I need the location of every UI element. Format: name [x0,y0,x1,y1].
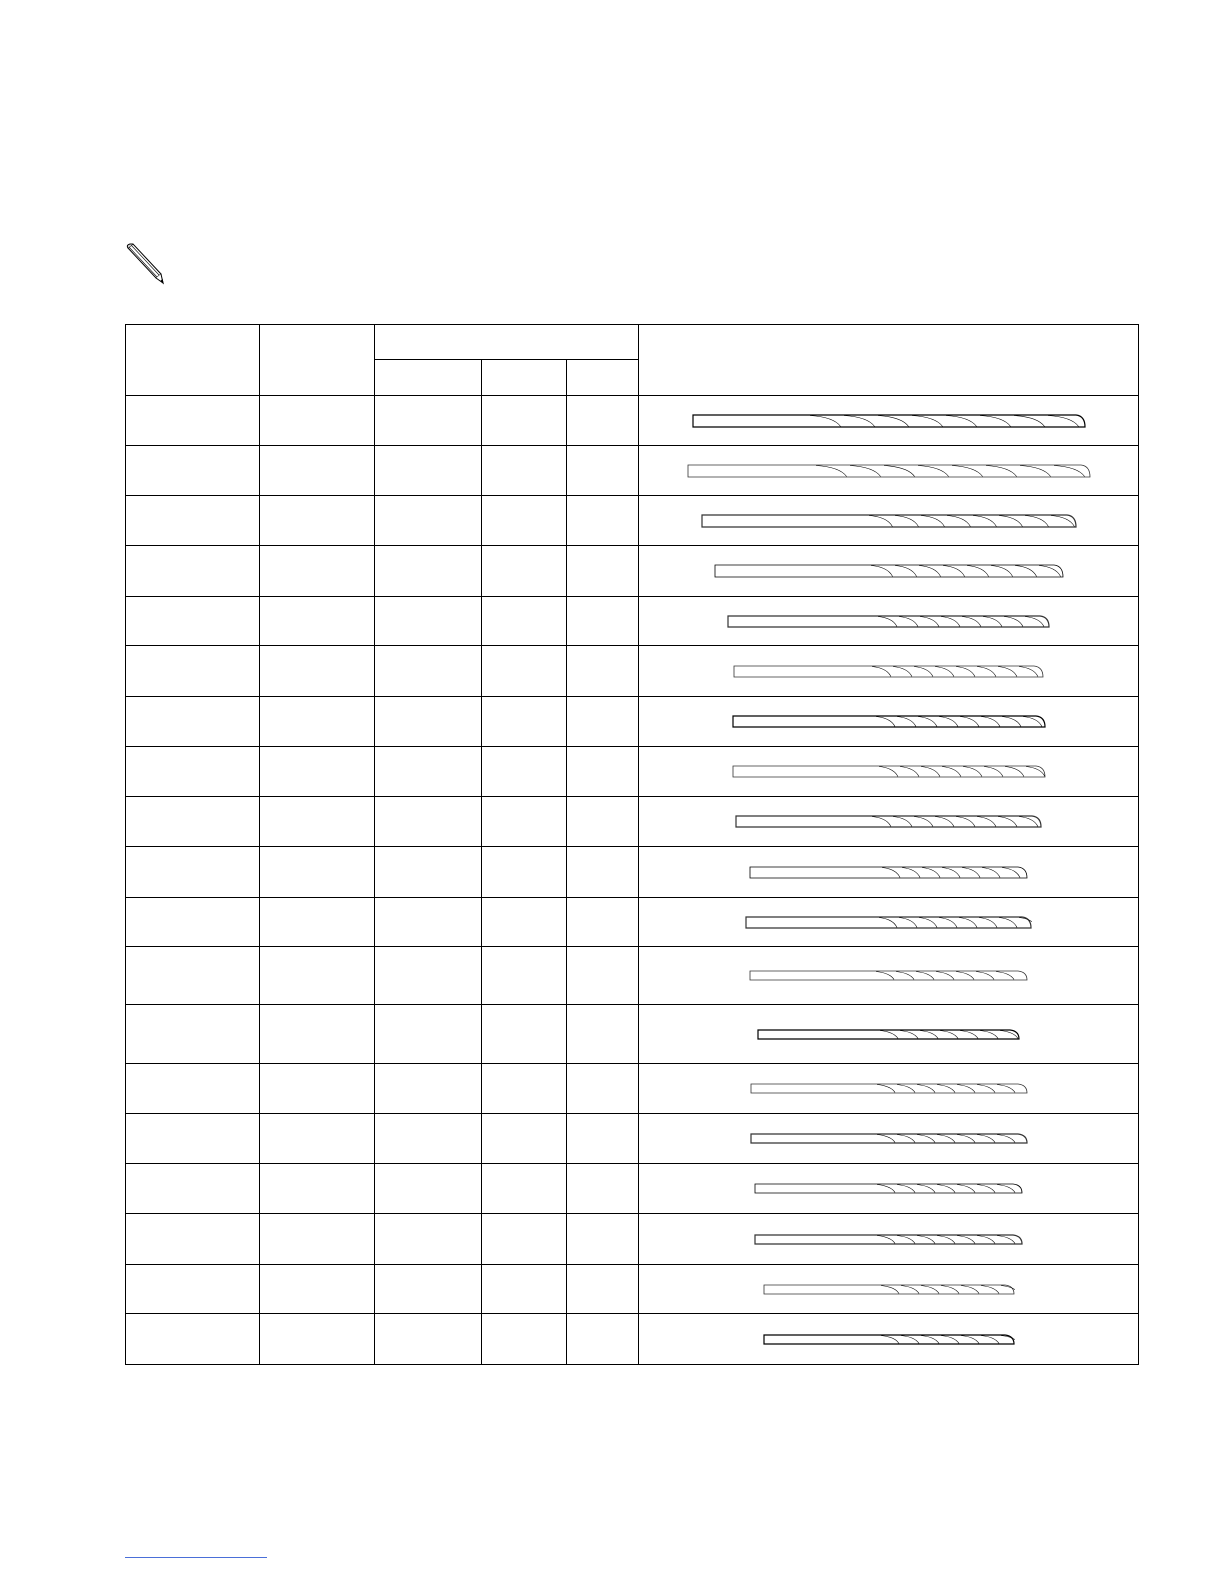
drill-bit-illustration-cell [639,396,1139,446]
subheader-cell [567,360,639,396]
table-cell [260,446,375,496]
header-cell [639,325,1139,396]
table-cell [126,697,260,747]
drill-bit-icon [701,514,1077,528]
table-row [126,496,1139,546]
drill-bit-illustration-cell [639,446,1139,496]
drill-bit-icon [732,765,1046,778]
table-cell [260,947,375,1005]
drill-bit-illustration-cell [639,797,1139,847]
drill-bit-icon [735,815,1042,828]
table-cell [482,1214,567,1265]
drill-bit-illustration-cell [639,1114,1139,1164]
drill-bit-icon [757,1029,1020,1040]
table-cell [260,1214,375,1265]
table-cell [260,898,375,947]
table-cell [375,747,482,797]
table-cell [375,1005,482,1064]
table-cell [482,446,567,496]
drill-bit-icon [763,1284,1015,1295]
table-cell [260,1064,375,1114]
table-cell [260,1114,375,1164]
drill-bit-illustration-cell [639,1064,1139,1114]
table-cell [567,747,639,797]
drill-bit-icon [763,1334,1015,1345]
table-cell [482,1064,567,1114]
drill-bit-icon [692,414,1086,428]
table-cell [375,898,482,947]
drill-bit-icon [750,1083,1028,1094]
table-cell [375,797,482,847]
table-cell [126,1164,260,1214]
table-cell [260,1005,375,1064]
table-cell [567,496,639,546]
table-cell [482,797,567,847]
drill-bit-table [125,324,1139,1365]
table-cell [482,697,567,747]
drill-bit-illustration-cell [639,1314,1139,1365]
table-cell [567,847,639,898]
table-cell [567,898,639,947]
drill-bit-illustration-cell [639,947,1139,1005]
table-cell [482,496,567,546]
table-cell [567,646,639,697]
table-cell [126,396,260,446]
table-cell [482,1265,567,1314]
drill-bit-illustration-cell [639,646,1139,697]
drill-bit-illustration-cell [639,898,1139,947]
table-cell [126,747,260,797]
table-cell [482,847,567,898]
table-cell [375,546,482,597]
table-cell [126,1114,260,1164]
table-row [126,1164,1139,1214]
table-cell [482,1114,567,1164]
table-cell [260,797,375,847]
drill-bit-icon [745,916,1032,929]
table-cell [482,396,567,446]
table-cell [126,1064,260,1114]
table-row [126,1114,1139,1164]
table-cell [375,697,482,747]
table-row [126,847,1139,898]
table-cell [567,546,639,597]
header-cell [260,325,375,396]
table-row [126,646,1139,697]
table-cell [375,1064,482,1114]
table-cell [126,1214,260,1265]
table-cell [567,1265,639,1314]
table-cell [126,446,260,496]
table-cell [482,1005,567,1064]
drill-bit-icon [749,970,1028,981]
table-cell [482,546,567,597]
table-cell [482,898,567,947]
table-cell [260,1164,375,1214]
table-row [126,1214,1139,1265]
table-cell [375,1164,482,1214]
table-cell [126,1314,260,1365]
table-cell [375,496,482,546]
table-cell [126,1005,260,1064]
table-cell [260,747,375,797]
table-cell [126,496,260,546]
table-cell [260,396,375,446]
table-row [126,898,1139,947]
table-cell [375,1214,482,1265]
table-cell [482,646,567,697]
table-cell [375,1265,482,1314]
table-cell [567,446,639,496]
table-cell [260,646,375,697]
table-row [126,546,1139,597]
table-row [126,446,1139,496]
table-cell [567,1214,639,1265]
drill-bit-illustration-cell [639,496,1139,546]
table-cell [375,446,482,496]
table-cell [375,1114,482,1164]
table-cell [482,597,567,646]
drill-bit-illustration-cell [639,1214,1139,1265]
subheader-cell [482,360,567,396]
table-row [126,1314,1139,1365]
drill-bit-icon [749,866,1028,879]
table-row [126,947,1139,1005]
table-cell [260,546,375,597]
subheader-cell [375,360,482,396]
drill-bit-illustration-cell [639,697,1139,747]
table-cell [260,697,375,747]
table-cell [567,1064,639,1114]
drill-bit-illustration-cell [639,847,1139,898]
table-cell [126,898,260,947]
table-cell [482,1314,567,1365]
table-cell [375,597,482,646]
drill-bit-icon [754,1183,1023,1194]
table-row [126,747,1139,797]
table-cell [567,1164,639,1214]
drill-bit-illustration-cell [639,747,1139,797]
table-row [126,797,1139,847]
table-cell [567,1005,639,1064]
table-cell [375,396,482,446]
table-cell [567,597,639,646]
table-cell [260,847,375,898]
table-cell [567,797,639,847]
table-cell [567,697,639,747]
table-row [126,597,1139,646]
drill-bit-icon [750,1133,1028,1144]
drill-bit-icon [754,1234,1023,1245]
header-cell-group [375,325,639,360]
table-cell [126,947,260,1005]
drill-bit-illustration-cell [639,597,1139,646]
table-row [126,396,1139,446]
table-cell [126,797,260,847]
drill-bit-illustration-cell [639,1164,1139,1214]
drill-bit-icon [727,615,1050,628]
table-cell [375,646,482,697]
table-cell [567,396,639,446]
table-cell [126,847,260,898]
table-cell [126,646,260,697]
table-cell [126,546,260,597]
table-cell [375,947,482,1005]
pencil-icon [124,243,166,285]
table-cell [260,1265,375,1314]
table-cell [375,1314,482,1365]
drill-bit-illustration-cell [639,1265,1139,1314]
table-cell [482,1164,567,1214]
table-cell [260,496,375,546]
table-row [126,1265,1139,1314]
table-cell [260,597,375,646]
table-cell [567,947,639,1005]
table-cell [375,847,482,898]
table-cell [482,747,567,797]
header-cell [126,325,260,396]
table-cell [482,947,567,1005]
table-header-row [126,325,1139,360]
drill-bit-icon [714,564,1064,578]
table-cell [126,1265,260,1314]
drill-bit-illustration-cell [639,546,1139,597]
table-row [126,697,1139,747]
table-cell [567,1114,639,1164]
drill-bit-icon [687,464,1091,478]
footnote-separator [125,1557,267,1558]
table-cell [260,1314,375,1365]
table-cell [567,1314,639,1365]
drill-bit-icon [733,665,1044,678]
drill-bit-illustration-cell [639,1005,1139,1064]
drill-bit-icon [732,715,1046,728]
table-cell [126,597,260,646]
table-row [126,1064,1139,1114]
table-row [126,1005,1139,1064]
